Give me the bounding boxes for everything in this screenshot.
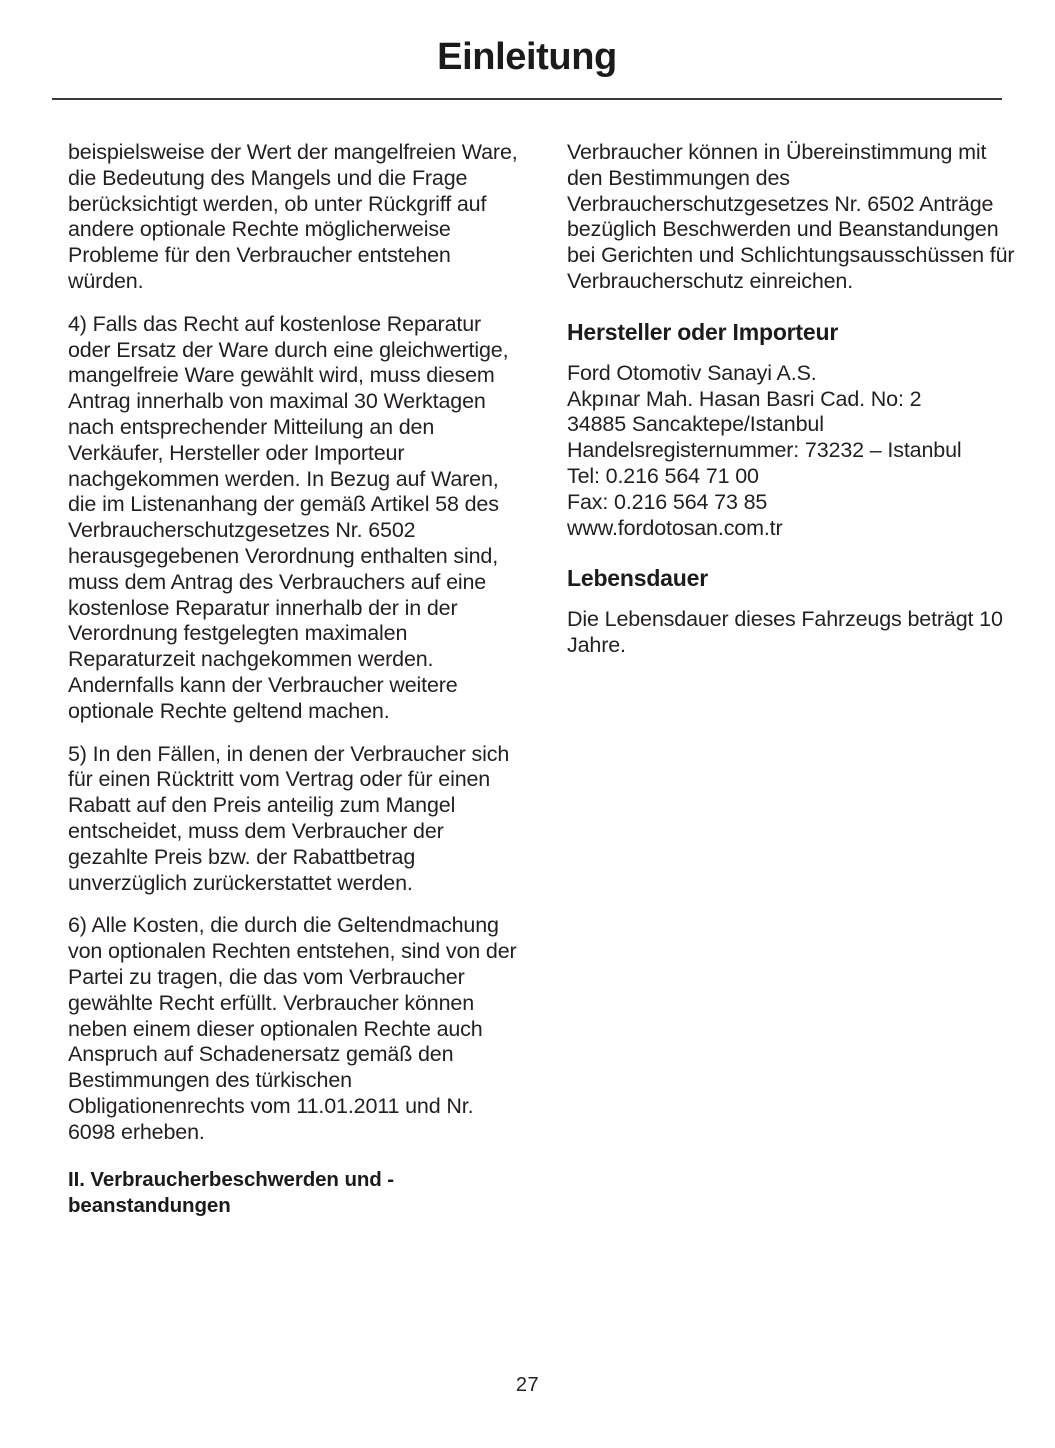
- section-heading-manufacturer: Hersteller oder Importeur: [567, 318, 839, 345]
- page-columns: [68, 140, 1018, 1219]
- paragraph: Die Lebensdauer dieses Fahrzeugs beträgt 10 Jahre.: [567, 607, 1003, 658]
- section-subheading-consumer-complaints: II. Verbraucherbeschwerden und -beanstandungen: [68, 1168, 395, 1218]
- address-line: 34885 Sancaktepe/Istanbul: [567, 412, 824, 437]
- address-line-fax: Fax: 0.216 564 73 85: [567, 489, 768, 514]
- page-header: [52, 38, 1002, 78]
- section-heading-service-life: Lebensdauer: [567, 565, 708, 592]
- header-divider: [52, 98, 1002, 100]
- manufacturer-address: [567, 361, 1018, 542]
- left-column: [68, 140, 519, 1219]
- paragraph: 6) Alle Kosten, die durch die Geltendmachung von optionalen Rechten entstehen, sind von der Partei zu tragen, die das vom Verbraucher gewählte Recht erfüllt. Verbraucher können neben einem dieser optionalen Rechte auch Anspruch auf Schadenersatz gemäß den Bestimmungen des türkischen Obligationenrechts vom 11.01.2011 und Nr. 6098 erheben.: [68, 913, 517, 1144]
- page-footer: [0, 1374, 1055, 1397]
- address-line-telephone: Tel: 0.216 564 71 00: [567, 463, 759, 488]
- page-title: Einleitung: [437, 36, 617, 78]
- paragraph: Verbraucher können in Übereinstimmung mit den Bestimmungen des Verbraucherschutzgesetzes Nr. 6502 Anträge bezüglich Beschwerden und Beanstandungen bei Gerichten und Schlichtungsausschüssen für Verbraucherschutz einreichen.: [567, 140, 1015, 293]
- paragraph: 4) Falls das Recht auf kostenlose Reparatur oder Ersatz der Ware durch eine gleichwertige, mangelfreie Ware gewählt wird, muss diesem Antrag innerhalb von maximal 30 Werktagen nach entsprechender Mitteilung an den Verkäufer, Hersteller oder Importeur nachgekommen werden. In Bezug auf Waren, die im Listenanhang der gemäß Artikel 58 des Verbraucherschutzgesetzes Nr. 6502 herausgegebenen Verordnung enthalten sind, muss dem Antrag des Verbrauchers auf eine kostenlose Reparatur innerhalb der in der Verordnung festgelegten maximalen Reparaturzeit nachgekommen werden. Andernfalls kann der Verbraucher weitere optionale Rechte geltend machen.: [68, 311, 509, 723]
- page-number: 27: [515, 1374, 540, 1396]
- address-line: Akpınar Mah. Hasan Basri Cad. No: 2: [567, 386, 922, 411]
- address-line-website: www.fordotosan.com.tr: [567, 515, 783, 540]
- address-line: Ford Otomotiv Sanayi A.S.: [567, 360, 817, 385]
- right-column: [567, 140, 1018, 659]
- paragraph: beispielsweise der Wert der mangelfreien Ware, die Bedeutung des Mangels und die Frage berücksichtigt werden, ob unter Rückgriff auf andere optionale Rechte möglicherweise Probleme für den Verbraucher entstehen würden.: [68, 140, 518, 293]
- paragraph: 5) In den Fällen, in denen der Verbraucher sich für einen Rücktritt vom Vertrag oder für einen Rabatt auf den Preis anteilig zum Mangel entscheidet, muss dem Verbraucher der gezahlte Preis bzw. der Rabattbetrag unverzüglich zurückerstattet werden.: [68, 741, 510, 895]
- address-line-registration-number: Handelsregisternummer: 73232 – Istanbul: [567, 438, 962, 463]
